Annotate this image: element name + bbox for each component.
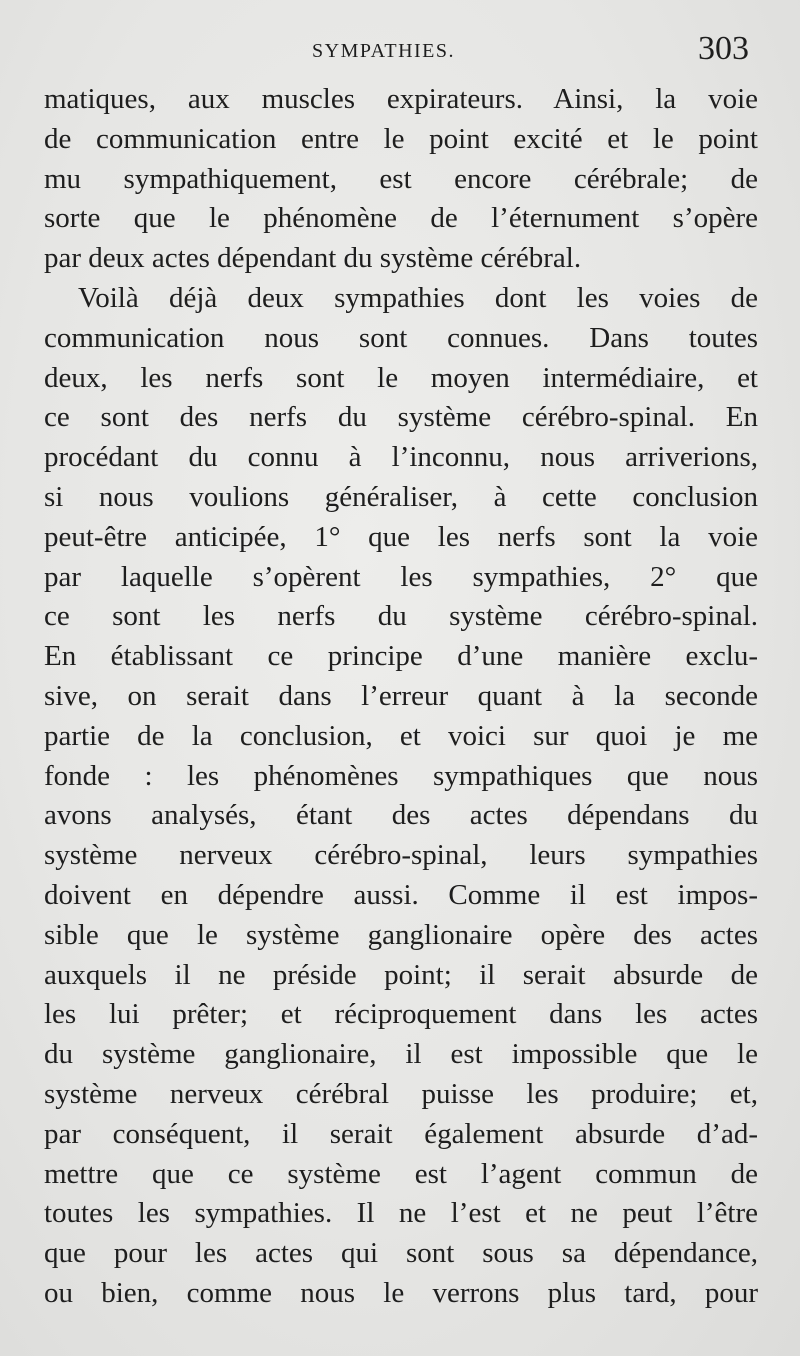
text-line: mu sympathiquement, est encore cérébrale; de bbox=[44, 162, 758, 195]
text-line: auxquels il ne préside point; il serait absurde de bbox=[44, 958, 758, 991]
text-line: par laquelle s’opèrent les sympathies, 2° que bbox=[44, 560, 758, 593]
text-line: toutes les sympathies. Il ne l’est et ne peut l’être bbox=[44, 1197, 758, 1230]
text-line: communication nous sont connues. Dans toutes bbox=[44, 321, 758, 354]
text-line: partie de la conclusion, et voici sur quoi je me bbox=[44, 719, 758, 752]
text-line: du système ganglionaire, il est impossible que le bbox=[44, 1038, 758, 1071]
text-line: doivent en dépendre aussi. Comme il est impos- bbox=[44, 878, 758, 911]
text-line: sorte que le phénomène de l’éternument s’opère bbox=[44, 202, 758, 235]
text-line: avons analysés, étant des actes dépendans du bbox=[44, 799, 758, 832]
text-line: mettre que ce système est l’agent commun de bbox=[44, 1157, 758, 1190]
text-line: par deux actes dépendant du système cérébral. bbox=[44, 242, 582, 275]
text-line: si nous voulions généraliser, à cette conclusion bbox=[44, 480, 758, 513]
running-title: SYMPATHIES. bbox=[312, 40, 456, 62]
text-line: fonde : les phénomènes sympathiques que nous bbox=[44, 759, 758, 792]
text-line: que pour les actes qui sont sous sa dépendance, bbox=[44, 1237, 758, 1270]
text-line: procédant du connu à l’inconnu, nous arriverions, bbox=[44, 441, 758, 474]
text-line: système nerveux cérébral puisse les produire; et, bbox=[44, 1077, 758, 1110]
text-line: ce sont les nerfs du système cérébro-spinal. bbox=[44, 600, 758, 633]
text-line: sive, on serait dans l’erreur quant à la seconde bbox=[44, 679, 758, 712]
text-line: ou bien, comme nous le verrons plus tard, pour bbox=[44, 1276, 758, 1309]
text-line: Voilà déjà deux sympathies dont les voies de bbox=[78, 281, 758, 314]
text-line: ce sont des nerfs du système cérébro-spinal. En bbox=[44, 401, 758, 434]
text-line: sible que le système ganglionaire opère des actes bbox=[44, 918, 758, 951]
text-line: par conséquent, il serait également absurde d’ad- bbox=[44, 1117, 758, 1150]
body-text bbox=[44, 80, 758, 1314]
text-line: matiques, aux muscles expirateurs. Ainsi, la voie bbox=[44, 83, 758, 115]
text-line: système nerveux cérébro-spinal, leurs sympathies bbox=[44, 839, 758, 872]
text-line: de communication entre le point excité et le point bbox=[44, 122, 758, 155]
text-line: deux, les nerfs sont le moyen intermédiaire, et bbox=[44, 361, 758, 394]
text-line: les lui prêter; et réciproquement dans les actes bbox=[44, 998, 758, 1031]
text-line: peut-être anticipée, 1° que les nerfs sont la voie bbox=[44, 520, 758, 553]
running-head bbox=[0, 30, 800, 76]
page-number: 303 bbox=[698, 30, 749, 67]
text-line: En établissant ce principe d’une manière exclu- bbox=[44, 640, 758, 673]
